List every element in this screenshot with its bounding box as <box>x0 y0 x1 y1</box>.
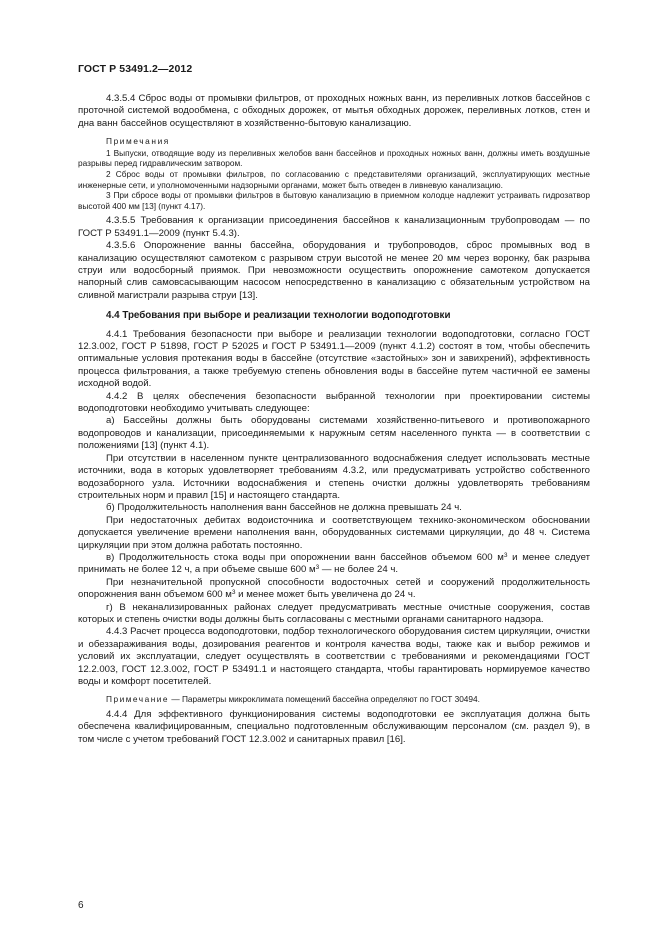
paragraph-4-4-2-v-cont <box>78 577 590 602</box>
document-body <box>78 93 590 746</box>
paragraph-4-3-5-6: 4.3.5.6 Опорожнение ванны бассейна, оборудования и трубопроводов, сброс промывных вод в канализацию осуществляют самотеком с разрывом струи высотой не менее 20 мм через воронку, бак разрыва струи или водосборный приямок. При невозможности осуществить опорожнение самотеком допускается напорный слив самовсасывающим насосом непосредственно в канализацию с обязательным устройством на сливной магистрали разрыва струи [13]. <box>78 240 590 301</box>
section-heading-4-4: 4.4 Требования при выборе и реализации технологии водоподготовки <box>106 310 451 322</box>
superscript: 3 <box>231 589 236 597</box>
paragraph-4-4-4: 4.4.4 Для эффективного функционирования системы водоподготовки ее эксплуатация должна быть обеспечена квалифицированным, специально подготовленным обслуживающим персоналом (см. раздел 9), в том числе с учетом требований ГОСТ 12.3.002 и санитарных правил [16]. <box>78 709 590 745</box>
paragraph-4-4-2-b-cont: При недостаточных дебитах водоисточника и соответствующем технико-экономическом обосновании допускается увеличение времени наполнения ванн, оборудованных системами циркуляции, до 48 ч. Система циркуляции при этом должна работать постоянно. <box>78 514 590 551</box>
paragraph-4-4-2-b: б) Продолжительность наполнения ванн бассейнов не должна превышать 24 ч. <box>106 502 462 514</box>
superscript: 3 <box>503 551 508 559</box>
note-microclimate <box>78 694 590 705</box>
paragraph-4-4-2-a-cont: При отсутствии в населенном пункте централизованного водоснабжения следует использовать местные источники, вода в которых удовлетворяет требованиям 4.3.2, или предусматривать устройство собственного водозаборного узла. Источники водоснабжения и степень очистки должны удовлетворять требованиям строительных норм и правил [15] и настоящего стандарта. <box>78 452 590 501</box>
page-number: 6 <box>78 900 84 911</box>
text-run: При незначительной пропускной способности водосточных сетей и сооружений продолжительность опорожнения ванн объемом 600 м <box>78 576 590 601</box>
text-run: в) Продолжительность стока воды при опорожнении ванн бассейнов объемом 600 м <box>106 551 504 563</box>
note-3: 3 При сбросе воды от промывки фильтров в бытовую канализацию в приемном колодце надлежит устраивать гидрозатвор высотой 400 мм [13] (пункт 4.17). <box>78 190 590 211</box>
paragraph-4-4-2-a: а) Бассейны должны быть оборудованы системами хозяйственно-питьевого и противопожарного водопроводов и канализации, присоединяемыми к наружным сетям населенного пункта — в соответствии с положениями [13] (пункт 4.1). <box>78 415 590 452</box>
note-2: 2 Сброс воды от промывки фильтров, по согласованию с представителями организаций, эксплуатирующих местные инженерные сети, и уполномоченными надзорными органами, может быть отведен в ливневую канализацию. <box>78 169 590 190</box>
document-header: ГОСТ Р 53491.2—2012 <box>78 63 193 75</box>
paragraph-4-3-5-5: 4.3.5.5 Требования к организации присоединения бассейнов к канализационным трубопроводам — по ГОСТ Р 53491.1—2009 (пункт 5.4.3). <box>78 215 590 239</box>
paragraph-4-4-3: 4.4.3 Расчет процесса водоподготовки, подбор технологического оборудования систем циркуляции, очистки и обеззараживания воды, дозирования реагентов и контроля качества воды, также как и выбор режимов и условий их эксплуатации, следует осуществлять в соответствии с требованиями и рекомендациями ГОСТ 12.2.003, ГОСТ 12.3.002, ГОСТ Р 53491.1 и настоящего стандарта, чтобы гарантировать нормируемое качество воды и комфорт посетителей. <box>78 626 590 687</box>
paragraph-4-4-2-g: г) В неканализированных районах следует предусматривать местные очистные сооружения, состав которых и степень очистки воды должны быть согласованы с местными органами санитарного надзора. <box>78 601 590 625</box>
note-label: Примечание <box>106 694 170 705</box>
note-text: — Параметры микроклимата помещений бассейна определяют по ГОСТ 30494. <box>169 694 480 705</box>
paragraph-4-3-5-4: 4.3.5.4 Сброс воды от промывки фильтров, от проходных ножных ванн, из переливных лотков бассейнов с проточной системой водообмена, с обходных дорожек, от мытья обходных дорожек, переливных лотков, стен и дна ванн бассейнов осуществляют в хозяйственно-бытовую канализацию. <box>78 93 590 129</box>
paragraph-4-4-1: 4.4.1 Требования безопасности при выборе и реализации технологии водоподготовки, согласно ГОСТ 12.3.002, ГОСТ Р 51898, ГОСТ Р 52025 и ГОСТ Р 53491.1—2009 (пункт 4.1.2) состоят в том, чтобы обеспечить оптимальные условия протекания воды в бассейне (отсутствие «застойных» зон и завихрений), эффективность процесса фильтрования, а также требуемую степень обновления воды в бассейне путем частичной ее замены исходной водой. <box>78 328 590 390</box>
text-run: и менее может быть увеличена до 24 ч. <box>235 589 416 601</box>
superscript: 3 <box>315 564 320 572</box>
paragraph-4-4-2-v <box>78 552 590 577</box>
notes-title: Примечания <box>106 136 170 147</box>
note-1: 1 Выпуски, отводящие воду из переливных желобов ванн бассейнов и проходных ножных ванн, должны иметь воздушные разрывы перед гидравлическим затвором. <box>78 147 590 169</box>
text-run: и менее следует принимать не более 12 ч, а при объеме свыше 600 м <box>78 551 590 576</box>
paragraph-4-4-2: 4.4.2 В целях обеспечения безопасности выбранной технологии при проектировании системы водоподготовки необходимо учитывать следующее: <box>78 390 590 415</box>
text-run: — не более 24 ч. <box>319 564 399 576</box>
